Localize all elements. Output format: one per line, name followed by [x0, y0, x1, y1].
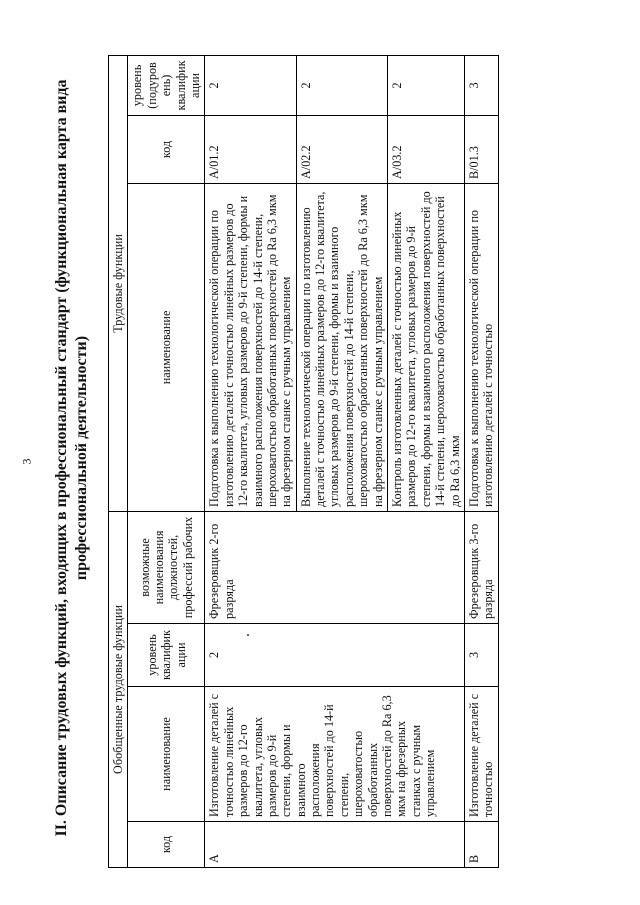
header-fn-name: наименование: [128, 183, 205, 511]
group-code: B: [464, 822, 498, 868]
function-code: B/01.3: [464, 115, 498, 183]
header-positions: возможные наименования должностей, профессий рабочих: [128, 511, 205, 623]
table-row: [205, 55, 296, 867]
rotated-page: [10, 48, 610, 868]
group-name: Изготовление деталей с точностью: [464, 687, 498, 822]
group-code: A: [205, 822, 465, 868]
group-level: 2: [205, 624, 465, 687]
group-name: Изготовление деталей с точностью линейных размеров до 12-го квалитета, угловых размеров до 9-й степени, формы и взаимного расположения поверхностей до 14-й степени, шероховатостью обработанных поверхностей до Ra 6,3 мкм на фрезерных станках с ручным управлением: [205, 687, 465, 822]
function-level: 3: [464, 55, 498, 115]
function-code: A/01.2: [205, 115, 296, 183]
function-name: Подготовка к выполнению технологической операции по изготовлению деталей с точностью: [464, 183, 498, 511]
group-level: 3: [464, 624, 498, 687]
group-positions: Фрезеровщик 2-го разряда: [205, 511, 465, 623]
group-positions: Фрезеровщик 3-го разряда: [464, 511, 498, 623]
function-name: Подготовка к выполнению технологической операции по изготовлению деталей с точностью линейных размеров до 12-го квалитета, угловых размеров до 9-й степени, формы и взаимного расположения поверхностей до 14-й степени, шероховатостью обработанных поверхностей до Ra 6,3 мкм на фрезерном станке с ручным управлением: [205, 183, 296, 511]
function-name: Контроль изготовленных деталей с точностью линейных размеров до 12-го квалитета, угловых размеров до 9-й степени, формы и взаимного расположения поверхностей до 14-й степени, шероховатостью обработанных поверхностей до Ra 6,3 мкм: [388, 183, 465, 511]
function-code: A/03.2: [388, 115, 465, 183]
function-code: A/02.2: [296, 115, 387, 183]
header-generalized: Обобщенные трудовые функции: [109, 511, 128, 867]
section-title: II. Описание трудовых функций, входящих в профессиональный стандарт (функциональная карта вида профессиональной деятельности): [53, 79, 90, 837]
header-level: уровень квалификации: [128, 624, 205, 687]
header-name: наименование: [128, 687, 205, 822]
header-fn-level: уровень (подуровень) квалификации: [128, 55, 205, 115]
table-row: [464, 55, 498, 867]
page-number: 3: [19, 458, 34, 465]
header-code: код: [128, 822, 205, 868]
header-fn-code: код: [128, 115, 205, 183]
function-level: 2: [388, 55, 465, 115]
function-name: Выполнение технологической операции по изготовлению деталей с точностью линейных размеров до 12-го квалитета, угловых размеров до 9-й степени, формы и взаимного расположения поверхностей до 14-й степени, шероховатостью обработанных поверхностей до Ra 6,3 мкм на фрезерном станке с ручным управлением: [296, 183, 387, 511]
header-functions: Трудовые функции: [109, 55, 128, 511]
function-level: 2: [205, 55, 296, 115]
function-level: 2: [296, 55, 387, 115]
function-map-table: [108, 55, 499, 868]
